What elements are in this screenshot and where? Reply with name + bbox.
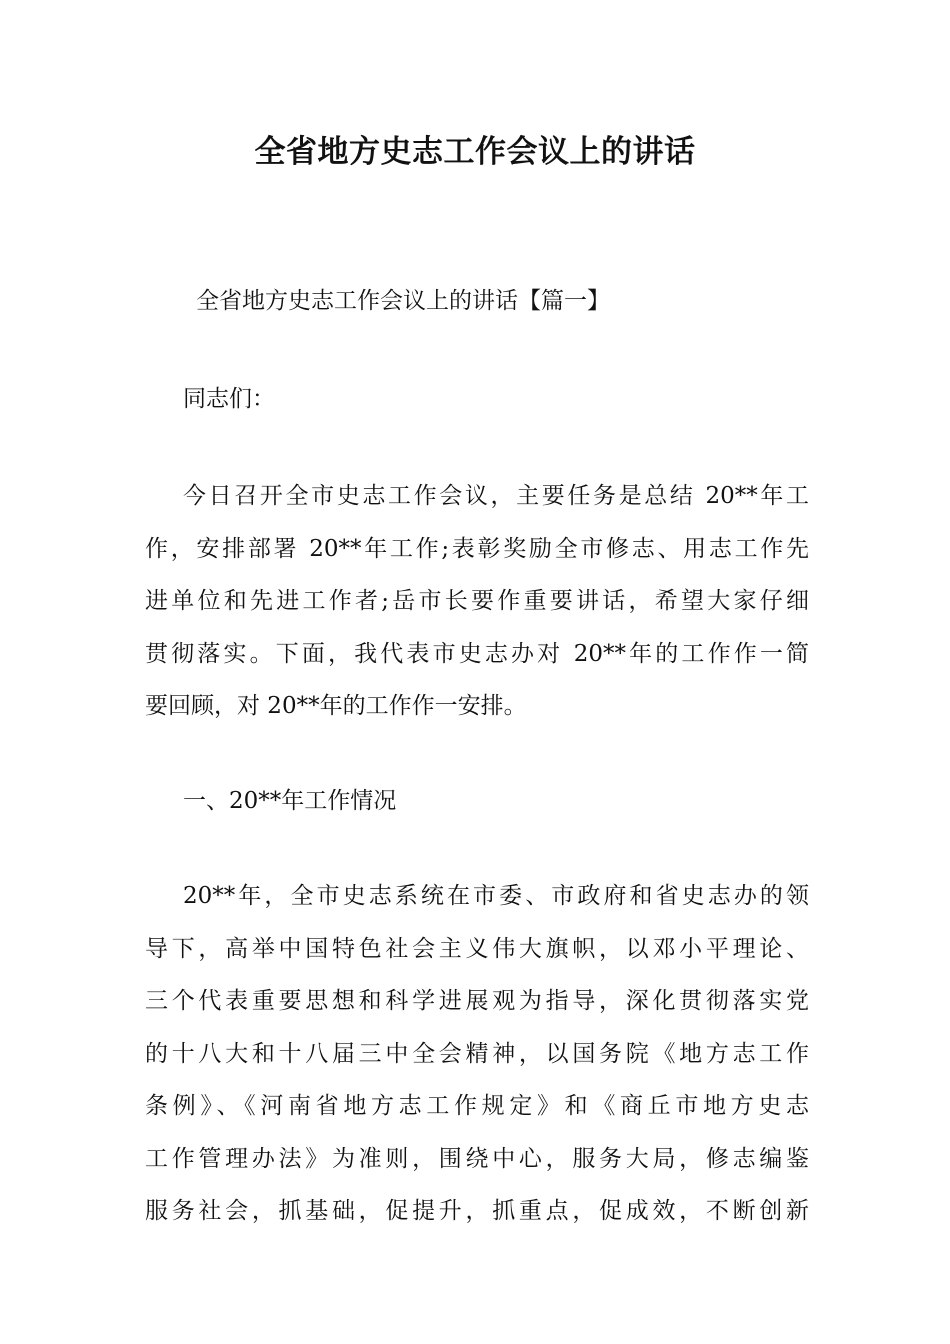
section-heading: 一、20**年工作情况 (183, 788, 397, 814)
document-title: 全省地方史志工作会议上的讲话 (254, 134, 696, 170)
paragraph-line: 三个代表重要思想和科学进展观为指导，深化贯彻落实党 (145, 988, 809, 1014)
paragraph-line: 20**年，全市史志系统在市委、市政府和省史志办的领 (183, 883, 809, 909)
paragraph-line: 的十八大和十八届三中全会精神，以国务院《地方志工作 (145, 1040, 809, 1067)
document-subtitle: 全省地方史志工作会议上的讲话【篇一】 (196, 288, 610, 314)
paragraph-line: 服务社会，抓基础，促提升，抓重点，促成效，不断创新 (145, 1198, 809, 1224)
paragraph-work-summary (145, 870, 809, 1238)
paragraph-line: 进单位和先进工作者;岳市长要作重要讲话，希望大家仔细 (145, 588, 809, 614)
paragraph-line: 工作管理办法》为准则，围绕中心，服务大局，修志编鉴 (145, 1145, 809, 1172)
paragraph-line: 贯彻落实。下面，我代表市史志办对 20**年的工作作一简 (145, 640, 809, 667)
paragraph-intro (145, 470, 809, 733)
paragraph-line: 条例》、《河南省地方志工作规定》和《商丘市地方史志 (145, 1093, 809, 1119)
greeting: 同志们： (183, 386, 275, 412)
paragraph-line: 导下，高举中国特色社会主义伟大旗帜，以邓小平理论、 (145, 935, 809, 962)
paragraph-line: 今日召开全市史志工作会议，主要任务是总结 20**年工 (183, 483, 809, 509)
paragraph-line: 要回顾，对 20**年的工作作一安排。 (145, 693, 527, 719)
paragraph-line: 作，安排部署 20**年工作;表彰奖励全市修志、用志工作先 (145, 535, 809, 562)
